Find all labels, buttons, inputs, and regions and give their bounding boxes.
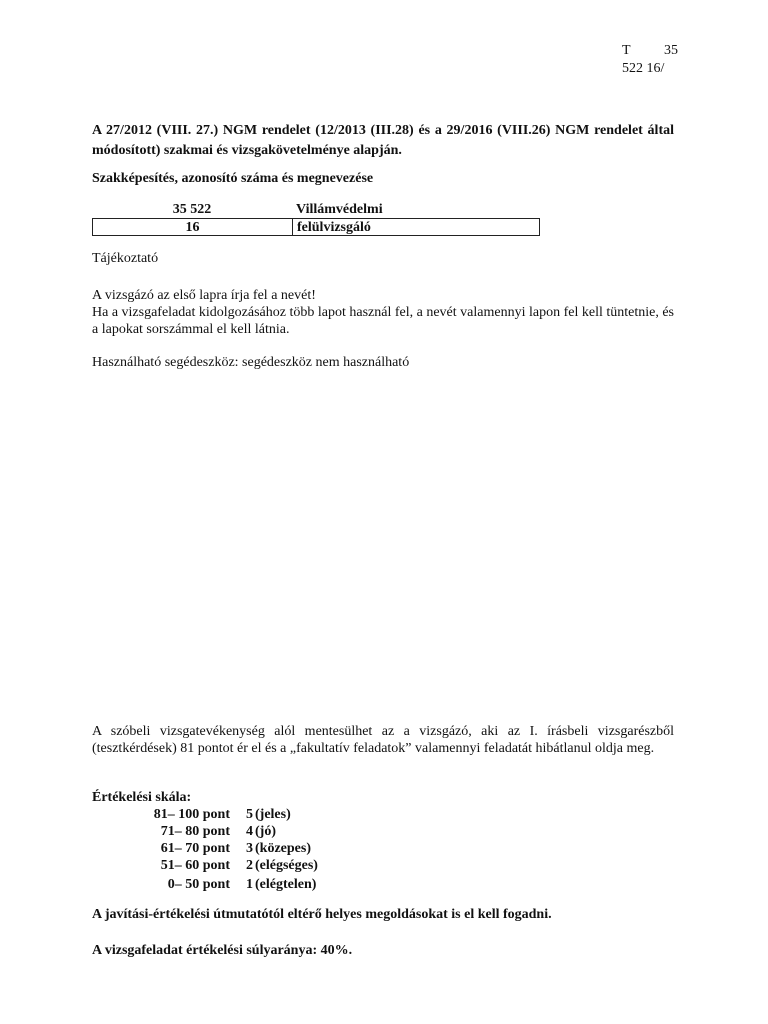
document-code-line1: [622, 42, 678, 60]
qualification-code-part1: 35 522: [172, 202, 212, 217]
scale-range: [92, 823, 230, 840]
scale-grade: [230, 823, 276, 840]
scale-low: 51: [160, 858, 175, 873]
scale-low: 81: [153, 807, 168, 822]
scale-row: [92, 823, 318, 840]
qualification-code-part2: 16: [93, 219, 293, 235]
scale-dash: –: [174, 841, 182, 856]
document-code-line2: 522 16/: [622, 61, 665, 76]
document-code-letter: T: [622, 43, 631, 58]
scale-row: [92, 876, 318, 893]
scale-grade-number: 4: [246, 824, 253, 839]
document-code-number: 35: [664, 43, 678, 58]
scale-high: 70 pont: [185, 841, 230, 856]
qualification-row-2: [92, 218, 540, 236]
scale-grade-number: 5: [246, 807, 253, 822]
scale-range: [92, 806, 230, 823]
scale-grade-label: (elégséges): [255, 858, 318, 873]
scale-range: [92, 840, 230, 857]
scale-grade: [230, 857, 318, 874]
info-title: Tájékoztató: [92, 251, 159, 266]
scale-row: [92, 857, 318, 874]
scale-row: [92, 806, 318, 823]
qualification-name-part1: Villámvédelmi: [296, 202, 383, 217]
qualification-heading: Szakképesítés, azonosító száma és megnevezése: [92, 171, 374, 186]
scale-high: 100 pont: [178, 807, 230, 822]
scale-low: 61: [160, 841, 175, 856]
scale-dash: –: [174, 858, 182, 873]
scale-dash: –: [174, 877, 182, 892]
instruction-line-1: A vizsgázó az első lapra írja fel a nevét!: [92, 288, 316, 303]
scale-row: [92, 840, 318, 857]
grading-scale: [92, 806, 318, 893]
scale-title: Értékelési skála:: [92, 790, 192, 805]
scale-dash: –: [174, 824, 182, 839]
document-code: [622, 42, 678, 78]
scale-grade-label: (közepes): [255, 841, 311, 856]
scale-grade: [230, 840, 311, 857]
scale-high: 60 pont: [185, 858, 230, 873]
acceptance-note: A javítási-értékelési útmutatótól eltérő helyes megoldásokat is el kell fogadni.: [92, 907, 552, 922]
tools-statement: Használható segédeszköz: segédeszköz nem használható: [92, 355, 410, 370]
scale-grade-number: 3: [246, 841, 253, 856]
scale-grade: [230, 876, 316, 893]
scale-grade-number: 2: [246, 858, 253, 873]
scale-dash: –: [167, 807, 175, 822]
scale-high: 80 pont: [185, 824, 230, 839]
decree-paragraph: A 27/2012 (VIII. 27.) NGM rendelet (12/2013 (III.28) és a 29/2016 (VIII.26) NGM rendelet által módosított) szakmai és vizsgakövetelménye alapján.: [92, 123, 674, 158]
scale-grade: [230, 806, 291, 823]
qualification-name-part2: felülvizsgáló: [297, 220, 371, 235]
scale-high: 50 pont: [185, 877, 230, 892]
qualification-row-1: [92, 201, 540, 218]
scale-grade-label: (jó): [255, 824, 276, 839]
scale-grade-number: 1: [246, 877, 253, 892]
scale-range: [92, 876, 230, 893]
scale-grade-label: (elégtelen): [255, 877, 317, 892]
scale-range: [92, 857, 230, 874]
scale-low: 71: [160, 824, 175, 839]
instruction-line-2: Ha a vizsgafeladat kidolgozásához több lapot használ fel, a nevét valamennyi lapon fel kell tüntetnie, és a lapokat sorszámmal el kell látnia.: [92, 305, 674, 337]
instructions: [92, 287, 674, 338]
scale-grade-label: (jeles): [255, 807, 291, 822]
oral-exemption-paragraph: A szóbeli vizsgatevékenység alól mentesülhet az a vizsgázó, aki az I. írásbeli vizsgarészből (tesztkérdések) 81 pontot ér el és a „fakultatív feladatok” valamennyi feladatát hibátlanul oldja meg.: [92, 724, 674, 756]
scale-low: 0: [167, 877, 175, 892]
weight-note: A vizsgafeladat értékelési súlyaránya: 40%.: [92, 943, 353, 958]
qualification-table: [92, 201, 540, 236]
